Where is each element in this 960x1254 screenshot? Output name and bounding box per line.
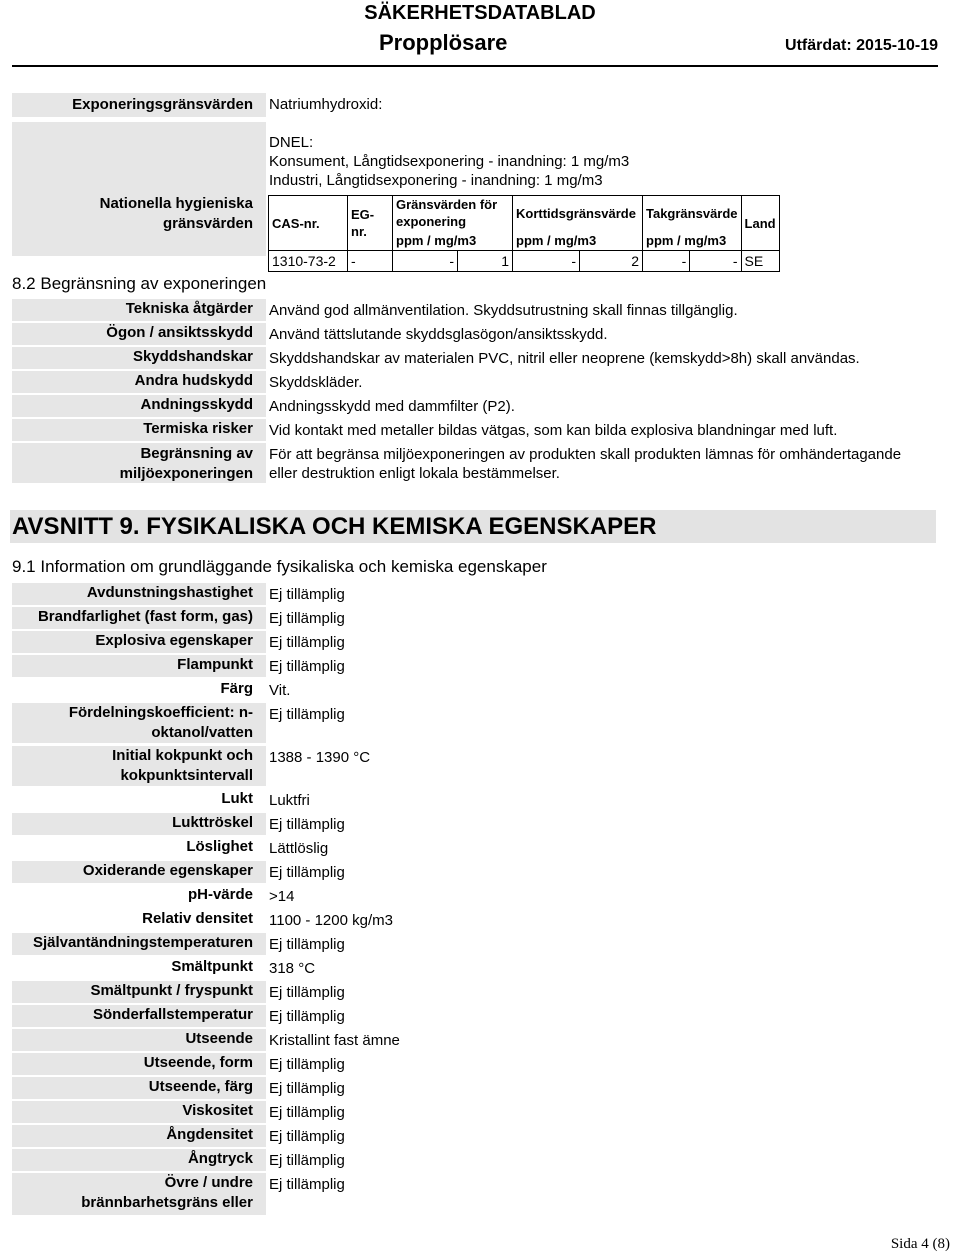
table-row [269, 251, 780, 272]
value-decomposition: Ej tillämplig [269, 1008, 345, 1025]
value-color: Vit. [269, 682, 291, 699]
value-environment-line2: eller destruktion enligt lokala bestämmelser. [269, 465, 560, 482]
value-eye-protection: Använd tättslutande skyddsglasögon/ansiktsskydd. [269, 326, 608, 343]
document-type: SÄKERHETSDATABLAD [364, 2, 596, 24]
value-melting-point: 318 °C [269, 960, 316, 977]
label-eye-protection: Ögon / ansiktsskydd [12, 323, 266, 345]
label-environment [12, 443, 266, 483]
col-eg: EG-nr. [348, 196, 393, 251]
value-environment-line1: För att begränsa miljöexponeringen av produkten skall produkten lämnas för omhändertagande [269, 446, 902, 463]
label-flash-point: Flampunkt [12, 655, 266, 677]
col-cas: CAS-nr. [269, 196, 348, 251]
cell-ceiling-ppm: - [643, 251, 690, 272]
label-density: Relativ densitet [142, 910, 253, 927]
cell-cas: 1310-73-2 [269, 251, 348, 272]
value-vapor-pressure: Ej tillämplig [269, 1152, 345, 1169]
label-decomposition: Sönderfallstemperatur [12, 1005, 266, 1027]
value-respiratory: Andningsskydd med dammfilter (P2). [269, 398, 515, 415]
label-gloves: Skyddshandskar [12, 347, 266, 369]
value-odor: Luktfri [269, 792, 310, 809]
table-header-row [269, 196, 780, 231]
label-flammability-limits-line2: brännbarhetsgräns eller [81, 1194, 253, 1211]
col-ceiling: Takgränsvärde [643, 196, 742, 231]
value-vapor-density: Ej tillämplig [269, 1128, 345, 1145]
label-environment-line1: Begränsning av [140, 445, 253, 462]
value-flash-point: Ej tillämplig [269, 658, 345, 675]
label-oxidizing: Oxiderande egenskaper [12, 861, 266, 883]
label-autoignition: Självantändningstemperaturen [12, 933, 266, 955]
label-respiratory: Andningsskydd [12, 395, 266, 417]
label-hygiene-limits [12, 122, 266, 256]
substance-name: Natriumhydroxid: [269, 96, 383, 113]
dnel-consumer: Konsument, Långtidsexponering - inandning: 1 mg/m3 [269, 153, 630, 170]
label-ph: pH-värde [187, 886, 253, 903]
label-partition-line1: Fördelningskoefficient: n- [68, 704, 253, 721]
label-boiling [12, 746, 266, 786]
label-melting-point: Smältpunkt [171, 958, 253, 975]
value-oxidizing: Ej tillämplig [269, 864, 345, 881]
label-boiling-line1: Initial kokpunkt och [112, 747, 253, 764]
label-appearance-color: Utseende, färg [12, 1077, 266, 1099]
value-gloves: Skyddshandskar av materialen PVC, nitril eller neoprene (kemskydd>8h) skall användas. [269, 350, 860, 367]
issue-date: Utfärdat: 2015-10-19 [785, 37, 938, 54]
label-appearance-form: Utseende, form [12, 1053, 266, 1075]
label-explosive: Explosiva egenskaper [12, 631, 266, 653]
value-solubility: Lättlöslig [269, 840, 329, 857]
cell-limit-mg: 1 [458, 251, 513, 272]
label-partition [12, 703, 266, 743]
label-skin: Andra hudskydd [12, 371, 266, 393]
header-divider [12, 65, 938, 67]
label-partition-line2: oktanol/vatten [151, 724, 253, 741]
label-vapor-density: Ångdensitet [12, 1125, 266, 1147]
label-flammability-limits [12, 1173, 266, 1215]
value-flammability: Ej tillämplig [269, 610, 345, 627]
unit-ceiling: ppm / mg/m3 [643, 230, 742, 251]
section-9-1-heading: 9.1 Information om grundläggande fysikaliska och kemiska egenskaper [12, 557, 547, 576]
cell-ceiling-mg: - [690, 251, 741, 272]
value-appearance-color: Ej tillämplig [269, 1080, 345, 1097]
label-solubility: Löslighet [186, 838, 253, 855]
cell-eg: - [348, 251, 393, 272]
value-skin: Skyddskläder. [269, 374, 363, 391]
product-name: Propplösare [379, 30, 508, 55]
value-technical: Använd god allmänventilation. Skyddsutrustning skall finnas tillgänglig. [269, 302, 738, 319]
label-viscosity: Viskositet [12, 1101, 266, 1123]
label-exposure-limits: Exponeringsgränsvärden [12, 93, 266, 117]
dnel-title: DNEL: [269, 134, 314, 151]
value-viscosity: Ej tillämplig [269, 1104, 345, 1121]
col-short: Korttidsgränsvärde [513, 196, 643, 231]
col-land: Land [741, 196, 779, 251]
cell-short-mg: 2 [580, 251, 643, 272]
value-odor-threshold: Ej tillämplig [269, 816, 345, 833]
value-melting-freezing: Ej tillämplig [269, 984, 345, 1001]
dnel-industry: Industri, Långtidsexponering - inandning: 1 mg/m3 [269, 172, 603, 189]
label-flammability: Brandfarlighet (fast form, gas) [12, 607, 266, 629]
cell-land: SE [741, 251, 779, 272]
label-environment-line2: miljöexponeringen [119, 465, 253, 482]
unit-short: ppm / mg/m3 [513, 230, 643, 251]
value-appearance-form: Ej tillämplig [269, 1056, 345, 1073]
cell-limit-ppm: - [393, 251, 458, 272]
cell-short-ppm: - [513, 251, 580, 272]
value-explosive: Ej tillämplig [269, 634, 345, 651]
label-melting-freezing: Smältpunkt / fryspunkt [12, 981, 266, 1003]
label-hygiene-text: Nationella hygieniska gränsvärden [99, 195, 253, 232]
section-9-title: AVSNITT 9. FYSIKALISKA OCH KEMISKA EGENSKAPER [12, 513, 657, 540]
label-boiling-line2: kokpunktsintervall [120, 767, 253, 784]
label-appearance: Utseende [12, 1029, 266, 1051]
value-autoignition: Ej tillämplig [269, 936, 345, 953]
unit-limit: ppm / mg/m3 [393, 230, 513, 251]
col-limit: Gränsvärden för exponering [393, 196, 513, 231]
label-evaporation: Avdunstningshastighet [12, 583, 266, 605]
label-technical: Tekniska åtgärder [12, 299, 266, 321]
label-flammability-limits-line1: Övre / undre [164, 1174, 253, 1191]
label-color: Färg [220, 680, 253, 697]
value-flammability-limits: Ej tillämplig [269, 1176, 345, 1193]
value-boiling: 1388 - 1390 °C [269, 749, 371, 766]
value-appearance: Kristallint fast ämne [269, 1032, 400, 1049]
value-evaporation: Ej tillämplig [269, 586, 345, 603]
label-thermal: Termiska risker [12, 419, 266, 441]
value-thermal: Vid kontakt med metaller bildas vätgas, som kan bilda explosiva blandningar med luft. [269, 422, 838, 439]
label-odor-threshold: Lukttröskel [12, 813, 266, 835]
section-8-2-heading: 8.2 Begränsning av exponeringen [12, 274, 267, 293]
value-partition: Ej tillämplig [269, 706, 345, 723]
value-density: 1100 - 1200 kg/m3 [269, 912, 393, 929]
value-ph: >14 [269, 888, 295, 905]
label-odor: Lukt [221, 790, 253, 807]
label-vapor-pressure: Ångtryck [12, 1149, 266, 1171]
page-number: Sida 4 (8) [890, 1236, 950, 1252]
exposure-limit-table [268, 195, 780, 272]
